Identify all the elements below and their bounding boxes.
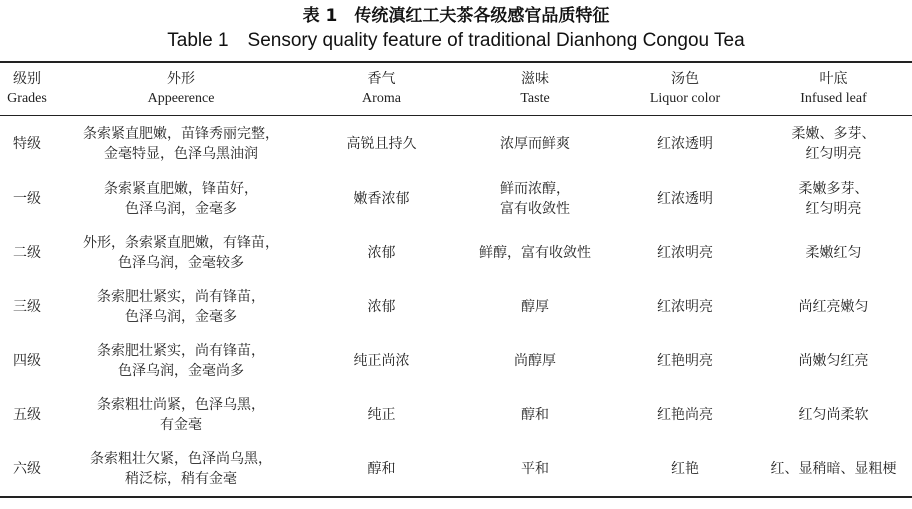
cell-taste — [455, 116, 615, 173]
cell-appearance — [54, 172, 308, 226]
cell-grade: 五级 — [13, 407, 41, 423]
table-row — [0, 334, 912, 388]
column-header-en: Taste — [520, 91, 550, 106]
cell-taste — [455, 280, 615, 334]
cell-infused-leaf — [755, 280, 912, 334]
cell-aroma — [308, 442, 455, 497]
cell-line: 尚嫩匀红亮 — [798, 353, 869, 369]
cell-line: 红浓明亮 — [657, 245, 713, 261]
table-row — [0, 226, 912, 280]
cell-line: 浓郁 — [367, 245, 396, 261]
cell-appearance — [54, 116, 308, 173]
cell-infused-leaf — [755, 172, 912, 226]
cell-line: 柔嫩红匀 — [805, 245, 862, 261]
cell-line: 红艳明亮 — [657, 353, 713, 369]
cell-infused-leaf — [755, 388, 912, 442]
column-header-en: Aroma — [362, 91, 401, 106]
cell-appearance — [54, 334, 308, 388]
cell-liquor-color — [615, 116, 755, 173]
cell-line: 嫩香浓郁 — [353, 191, 410, 207]
cell-line: 尚醇厚 — [514, 353, 556, 369]
cell-line: 红、显稍暗、显粗梗 — [770, 461, 897, 477]
cell-line: 柔嫩、多芽、 — [791, 126, 876, 142]
cell-appearance — [54, 226, 308, 280]
cell-aroma — [308, 280, 455, 334]
cell-taste — [455, 334, 615, 388]
cell-line: 红艳 — [671, 461, 699, 477]
cell-line: 金毫特显，色泽乌黑油润 — [104, 146, 258, 162]
cell-taste — [455, 442, 615, 497]
table-header — [0, 62, 912, 116]
table-row — [0, 280, 912, 334]
cell-line: 条索粗壮尚紧，色泽乌黑， — [97, 397, 265, 413]
cell-line: 富有收敛性 — [500, 201, 570, 217]
cell-line: 醇和 — [367, 461, 396, 477]
column-header-cn: 级别 — [13, 71, 41, 87]
sensory-quality-table — [0, 61, 912, 498]
cell-infused-leaf — [755, 442, 912, 497]
column-header-en: Liquor color — [649, 91, 721, 106]
cell-line: 条索肥壮紧实，尚有锋苗， — [97, 343, 265, 359]
cell-line: 浓厚而鲜爽 — [500, 136, 570, 152]
cell-aroma — [308, 116, 455, 173]
cell-aroma — [308, 334, 455, 388]
cell-liquor-color — [615, 388, 755, 442]
column-header-en: Grades — [7, 91, 47, 106]
cell-line: 红浓透明 — [657, 136, 713, 152]
cell-grade: 三级 — [13, 299, 41, 315]
cell-line: 色泽乌润，金毫多 — [125, 309, 237, 325]
column-header-en: Appeerence — [147, 91, 215, 106]
table-row — [0, 442, 912, 497]
cell-line: 浓郁 — [367, 299, 396, 315]
table-body — [0, 116, 912, 498]
column-header-cn: 滋味 — [521, 71, 549, 87]
cell-line: 纯正 — [367, 407, 396, 423]
table-title-en: Table 1 Sensory quality feature of traditional Dianhong Congou Tea — [167, 30, 745, 51]
column-header-grades — [0, 62, 54, 116]
column-header-taste — [455, 62, 615, 116]
cell-infused-leaf — [755, 226, 912, 280]
table-title-cn: 表 1 传统滇红工夫茶各级感官品质特征 — [302, 6, 610, 26]
cell-line: 高锐且持久 — [346, 136, 417, 152]
cell-line: 柔嫩多芽、 — [798, 181, 869, 197]
column-header-liquor-color — [615, 62, 755, 116]
cell-line: 色泽乌润，金毫多 — [125, 201, 237, 217]
cell-grade: 六级 — [13, 461, 41, 477]
cell-line: 醇厚 — [521, 299, 549, 315]
cell-line: 平和 — [521, 461, 549, 477]
cell-line: 红艳尚亮 — [657, 407, 713, 423]
column-header-en: Infused leaf — [800, 91, 867, 106]
cell-line: 纯正尚浓 — [353, 353, 410, 369]
cell-line: 条索紧直肥嫩，苗锋秀丽完整， — [83, 126, 279, 142]
cell-aroma — [308, 226, 455, 280]
cell-line: 红浓明亮 — [657, 299, 713, 315]
cell-line: 尚红亮嫩匀 — [798, 299, 869, 315]
cell-aroma — [308, 172, 455, 226]
cell-line: 有金毫 — [160, 417, 202, 433]
cell-liquor-color — [615, 334, 755, 388]
cell-line: 红匀明亮 — [805, 146, 862, 162]
cell-line: 稍泛棕，稍有金毫 — [125, 471, 237, 487]
table-row — [0, 116, 912, 173]
table-row — [0, 172, 912, 226]
cell-line: 鲜而浓醇， — [500, 181, 570, 197]
cell-liquor-color — [615, 226, 755, 280]
cell-aroma — [308, 388, 455, 442]
column-header-cn: 香气 — [367, 71, 396, 87]
table-row — [0, 388, 912, 442]
cell-liquor-color — [615, 172, 755, 226]
cell-line: 醇和 — [521, 407, 549, 423]
cell-liquor-color — [615, 442, 755, 497]
cell-infused-leaf — [755, 334, 912, 388]
column-header-appearance — [54, 62, 308, 116]
column-header-infused-leaf — [755, 62, 912, 116]
cell-appearance — [54, 388, 308, 442]
cell-line: 色泽乌润，金毫较多 — [118, 255, 244, 271]
cell-line: 红浓透明 — [657, 191, 713, 207]
column-header-cn: 汤色 — [671, 71, 699, 87]
cell-line: 红匀明亮 — [805, 201, 862, 217]
header-row — [0, 62, 912, 116]
column-header-aroma — [308, 62, 455, 116]
column-header-cn: 叶底 — [819, 71, 848, 87]
cell-line: 红匀尚柔软 — [798, 407, 869, 423]
cell-grade: 特级 — [13, 136, 41, 152]
cell-liquor-color — [615, 280, 755, 334]
cell-line: 外形，条索紧直肥嫩，有锋苗， — [83, 235, 279, 251]
cell-line: 色泽乌润，金毫尚多 — [118, 363, 244, 379]
cell-appearance — [54, 280, 308, 334]
cell-taste — [455, 388, 615, 442]
cell-line: 鲜醇，富有收敛性 — [479, 245, 591, 261]
cell-infused-leaf — [755, 116, 912, 173]
cell-grade: 四级 — [13, 353, 41, 369]
cell-line: 条索肥壮紧实，尚有锋苗， — [97, 289, 265, 305]
cell-grade: 一级 — [13, 191, 41, 207]
column-header-cn: 外形 — [167, 71, 195, 87]
cell-grade: 二级 — [13, 245, 41, 261]
cell-line: 条索粗壮欠紧，色泽尚乌黑， — [90, 451, 272, 467]
cell-line: 条索紧直肥嫩，锋苗好， — [104, 181, 258, 197]
cell-taste — [455, 226, 615, 280]
cell-taste — [455, 172, 615, 226]
cell-appearance — [54, 442, 308, 497]
